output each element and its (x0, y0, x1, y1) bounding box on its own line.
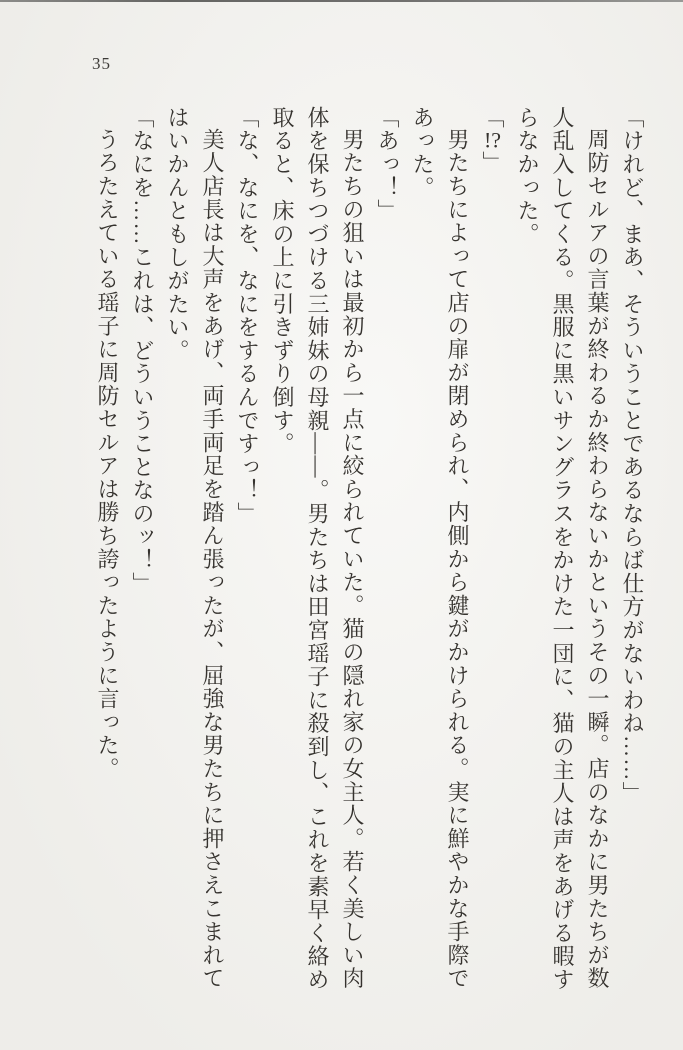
paragraph: 「あっ！」 (375, 106, 400, 223)
paragraph: 「なにを……これは、どういうことなのッ！」 (130, 106, 155, 596)
paragraph: 男たちの狙いは最初から一点に絞られていた。猫の隠れ家の女主人。若く美しい肉体を保ちつづける三姉妹の母親――。男たちは田宮瑶子に殺到し、これを素早く絡め取ると、床の上に引きずり倒す。 (270, 106, 365, 992)
paragraph: 「!?」 (480, 106, 505, 175)
page-number: 35 (92, 54, 111, 73)
paragraph: 「な、なにを、なにをするんですっ！」 (235, 106, 260, 526)
paragraph: 美人店長は大声をあげ、両手両足を踏ん張ったが、屈強な男たちに押さえこまれてはいかんともしがたい。 (165, 106, 225, 991)
paragraph: 「けれど、まあ、そういうことであるならば仕方がないわね……」 (620, 106, 645, 805)
body-text (80, 106, 650, 996)
paragraph: 男たちによって店の扉が閉められ、内側から鍵がかけられる。実に鮮やかな手際であった。 (410, 106, 470, 991)
paragraph: 周防セルアの言葉が終わるか終わらないかというその一瞬。店のなかに男たちが数人乱入してくる。黒服に黒いサングラスをかけた一団に、猫の主人は声をあげる暇すらなかった。 (515, 106, 610, 992)
scan-edge-line (0, 0, 683, 2)
tatechuyoko-exclamation-question: !? (483, 129, 502, 152)
paragraph: うろたえている瑶子に周防セルアは勝ち誇ったように言った。 (95, 128, 120, 781)
